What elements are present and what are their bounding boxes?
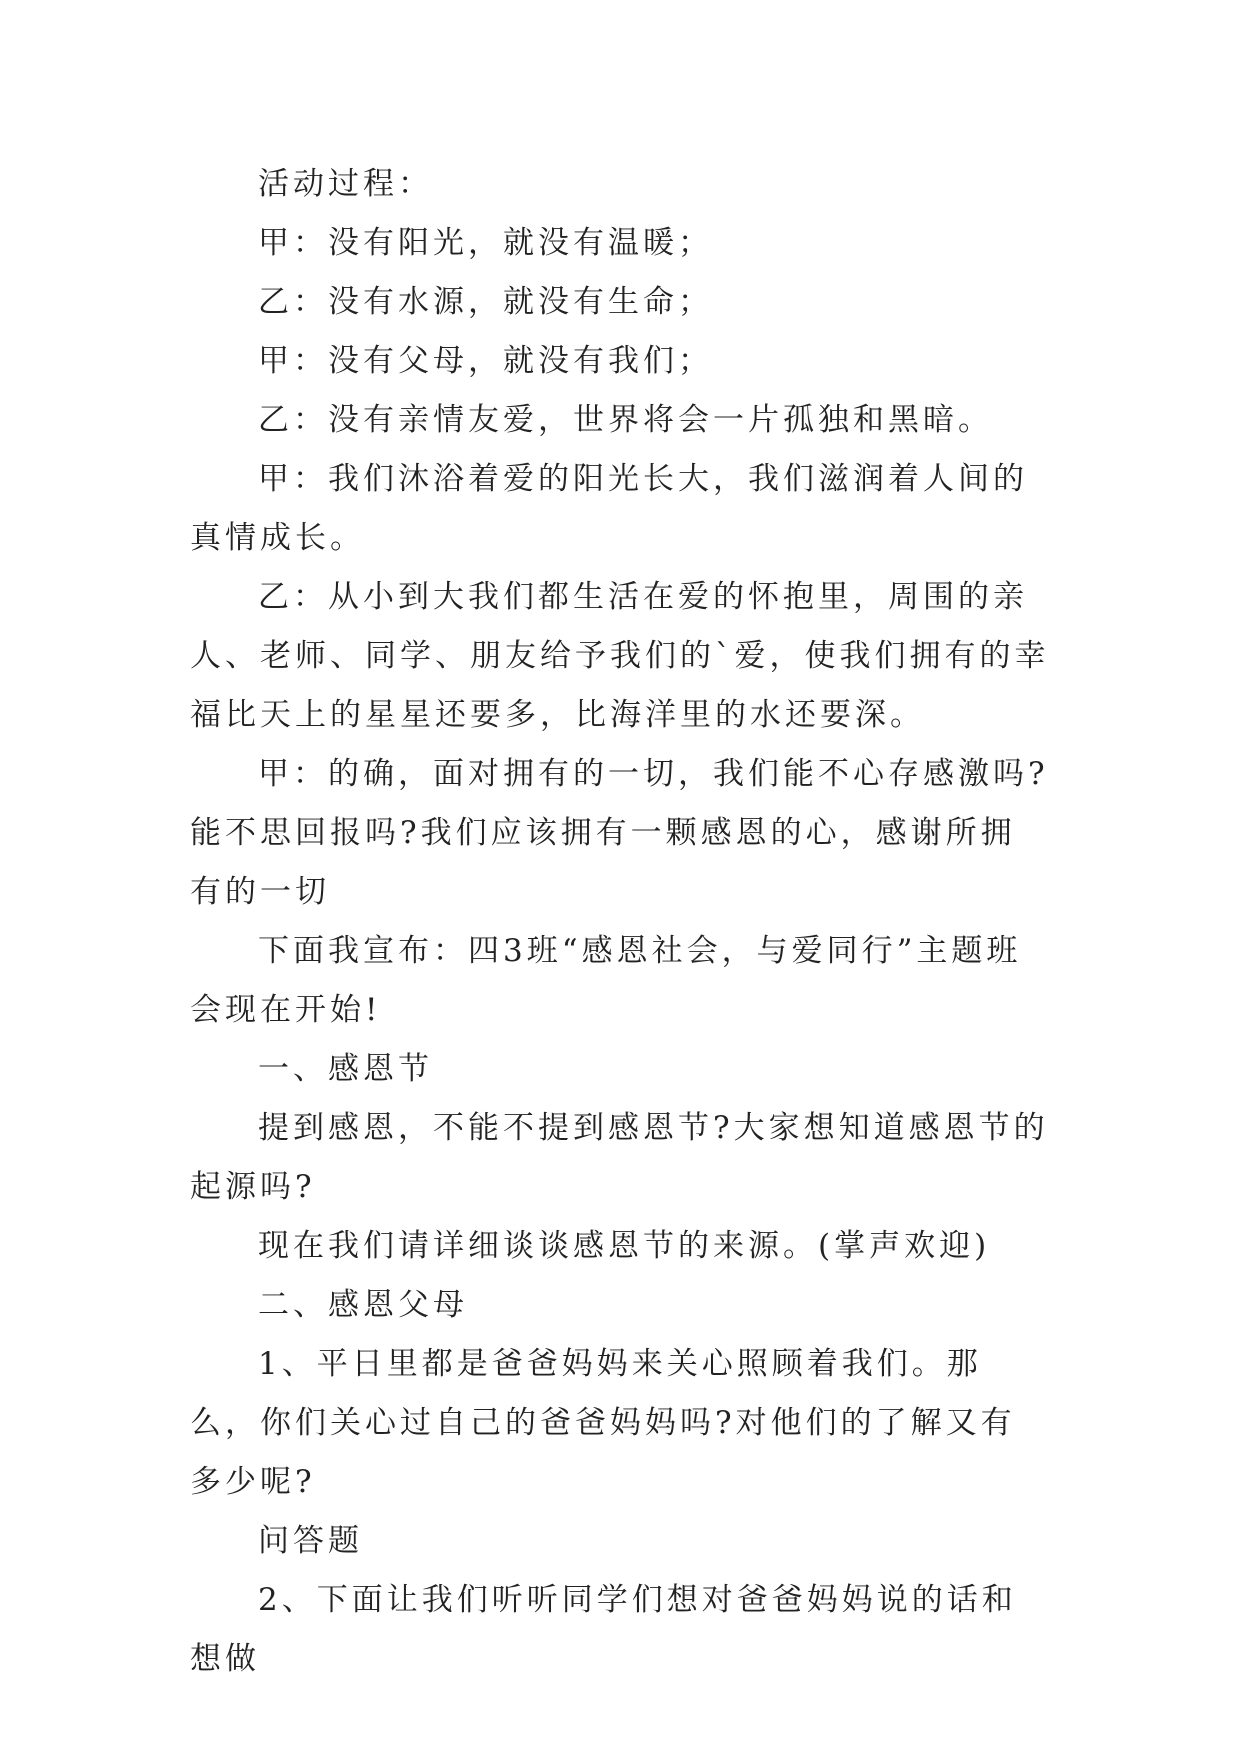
paragraph-announcement: 下面我宣布：四3班“感恩社会，与爱同行”主题班会现在开始! — [190, 933, 1022, 1028]
paragraph-line: 甲：的确，面对拥有的一切，我们能不心存感激吗?能不思回报吗?我们应该拥有一颗感恩的心，感谢所拥有的一切 — [190, 756, 1049, 910]
section-heading-thanksgiving: 一、感恩节 — [258, 1051, 433, 1087]
paragraph-line: 甲：没有阳光，就没有温暖； — [258, 225, 713, 261]
paragraph-line: 甲：我们沐浴着爱的阳光长大，我们滋润着人间的真情成长。 — [190, 461, 1028, 556]
paragraph-line: 现在我们请详细谈谈感恩节的来源。(掌声欢迎) — [258, 1228, 991, 1264]
paragraph-activity-process: 活动过程： — [258, 166, 433, 202]
document-body — [190, 155, 1050, 1689]
paragraph-line: 甲：没有父母，就没有我们； — [258, 343, 713, 379]
paragraph-line: 2、下面让我们听听同学们想对爸爸妈妈说的话和想做 — [190, 1582, 1017, 1677]
section-heading-parents: 二、感恩父母 — [258, 1287, 468, 1323]
paragraph-quiz: 问答题 — [258, 1523, 363, 1559]
paragraph-line: 乙：没有亲情友爱，世界将会一片孤独和黑暗。 — [258, 402, 993, 438]
paragraph-line: 乙：没有水源，就没有生命； — [258, 284, 713, 320]
paragraph-line: 乙：从小到大我们都生活在爱的怀抱里，周围的亲人、老师、同学、朋友给予我们的`爱，使我们拥有的幸福比天上的星星还要多，比海洋里的水还要深。 — [190, 579, 1050, 733]
paragraph-line: 提到感恩，不能不提到感恩节?大家想知道感恩节的起源吗? — [190, 1110, 1049, 1205]
paragraph-line: 1、平日里都是爸爸妈妈来关心照顾着我们。那么，你们关心过自己的爸爸妈妈吗?对他们的了解又有多少呢? — [190, 1346, 1016, 1500]
